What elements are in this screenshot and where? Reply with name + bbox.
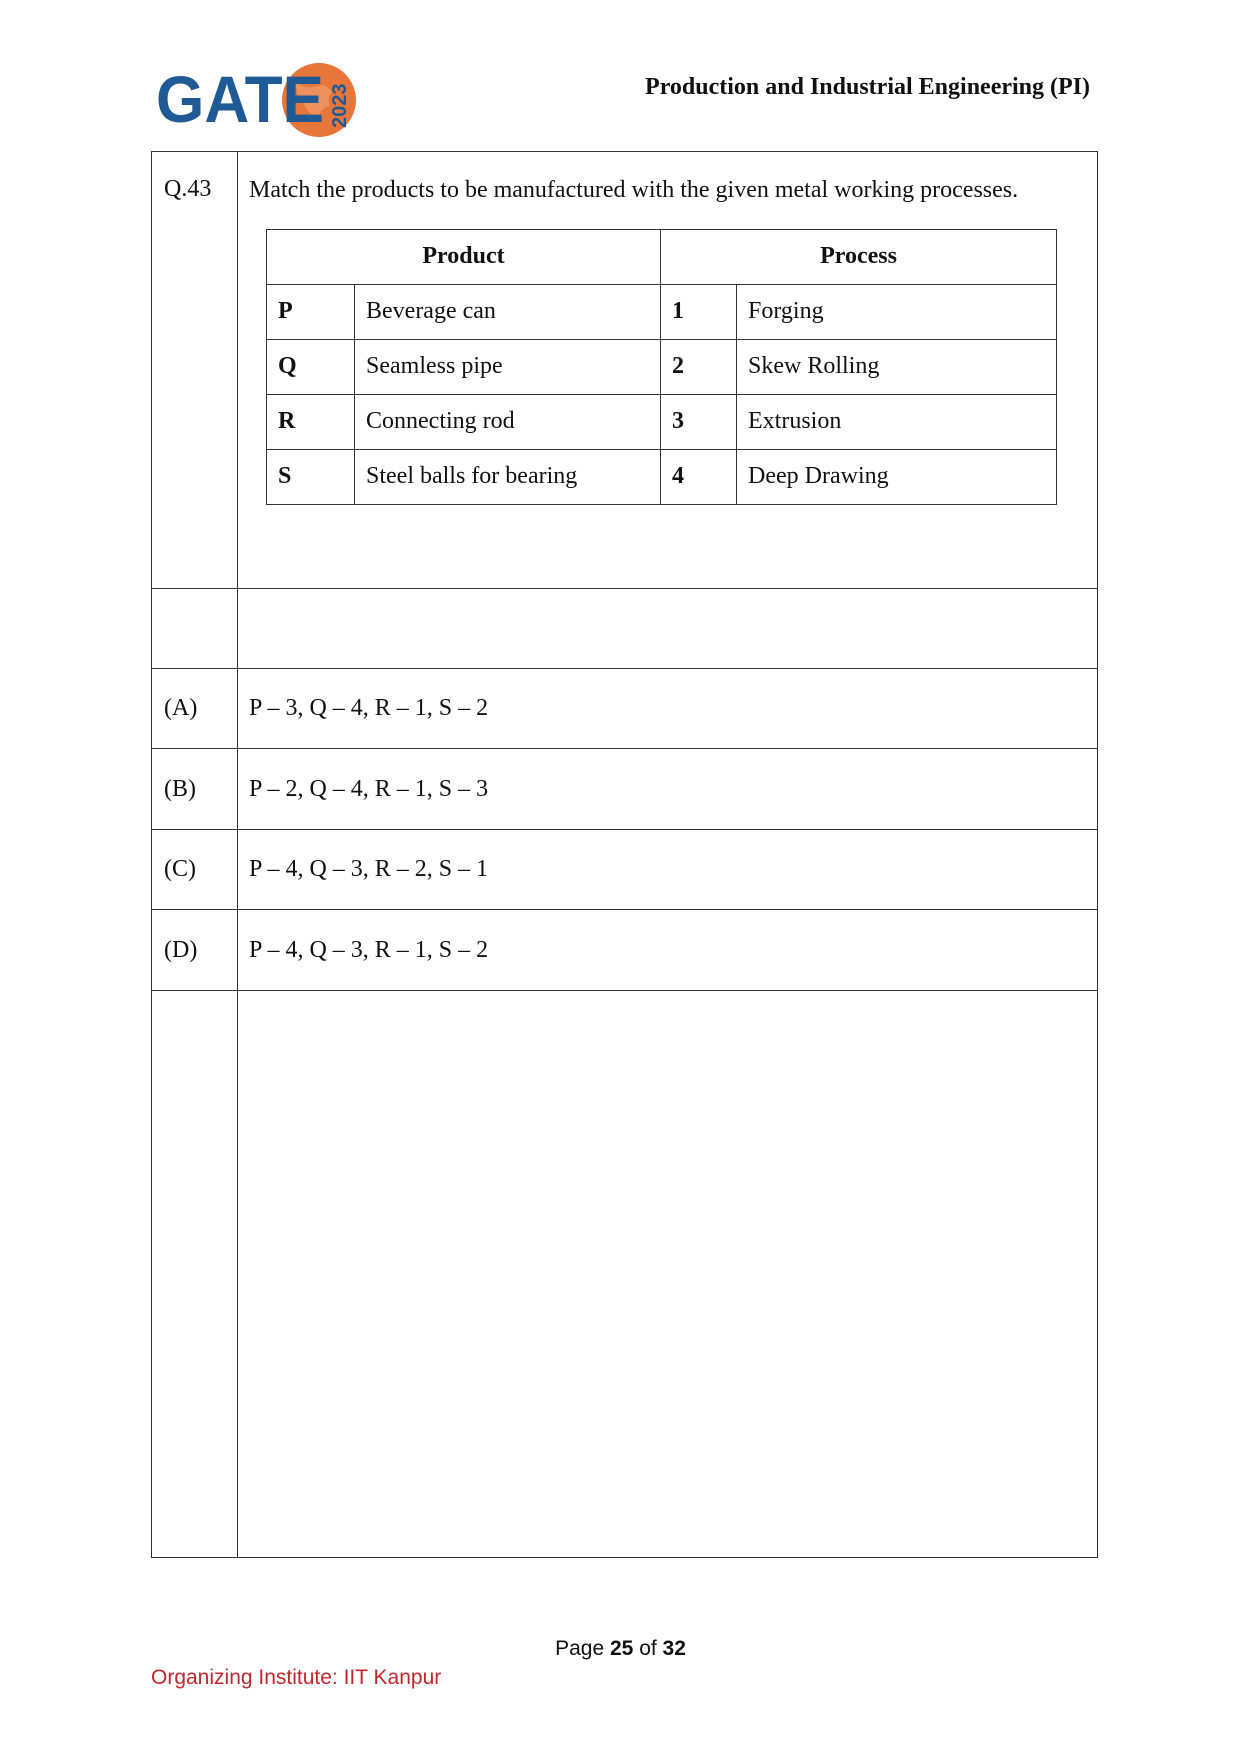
process-number: 4 <box>661 449 737 504</box>
process-name: Deep Drawing <box>737 449 1057 504</box>
product-header: Product <box>267 229 661 284</box>
question-text: Match the products to be manufactured with the given metal working processes. <box>249 177 1019 203</box>
product-key: P <box>267 284 355 339</box>
page-number <box>0 1637 1241 1661</box>
product-key: R <box>267 394 355 449</box>
option-row <box>152 910 1098 991</box>
question-body <box>238 152 1098 589</box>
process-number: 1 <box>661 284 737 339</box>
process-number: 3 <box>661 394 737 449</box>
match-row <box>267 339 1057 394</box>
match-header-row <box>267 229 1057 284</box>
svg-text:GATE: GATE <box>156 62 324 136</box>
process-header: Process <box>661 229 1057 284</box>
question-number: Q.43 <box>152 152 238 589</box>
product-name: Seamless pipe <box>355 339 661 394</box>
option-text: P – 4, Q – 3, R – 2, S – 1 <box>238 830 1098 910</box>
blank-cell <box>152 589 238 669</box>
product-name: Connecting rod <box>355 394 661 449</box>
question-row <box>152 152 1098 589</box>
blank-row <box>152 589 1098 669</box>
match-row <box>267 394 1057 449</box>
product-key: S <box>267 449 355 504</box>
match-table <box>266 229 1057 505</box>
option-label: (A) <box>152 669 238 749</box>
page-of: of <box>639 1637 657 1660</box>
option-row <box>152 749 1098 830</box>
product-name: Steel balls for bearing <box>355 449 661 504</box>
organizing-institute: Organizing Institute: IIT Kanpur <box>151 1666 442 1689</box>
page-prefix: Page <box>555 1637 605 1660</box>
product-key: Q <box>267 339 355 394</box>
paper-title: Production and Industrial Engineering (PI) <box>645 74 1090 100</box>
option-text: P – 3, Q – 4, R – 1, S – 2 <box>238 669 1098 749</box>
process-name: Forging <box>737 284 1057 339</box>
match-row <box>267 284 1057 339</box>
option-row <box>152 830 1098 910</box>
page-current: 25 <box>609 1637 634 1660</box>
blank-cell <box>152 991 238 1558</box>
product-name: Beverage can <box>355 284 661 339</box>
page-total: 32 <box>662 1637 686 1660</box>
process-name: Skew Rolling <box>737 339 1057 394</box>
process-number: 2 <box>661 339 737 394</box>
option-text: P – 2, Q – 4, R – 1, S – 3 <box>238 749 1098 830</box>
blank-cell <box>238 991 1098 1558</box>
process-name: Extrusion <box>737 394 1057 449</box>
question-table <box>151 151 1098 1558</box>
match-row <box>267 449 1057 504</box>
blank-cell <box>238 589 1098 669</box>
blank-row <box>152 991 1098 1558</box>
gate-2023-logo <box>156 60 356 142</box>
option-label: (C) <box>152 830 238 910</box>
option-label: (D) <box>152 910 238 991</box>
option-label: (B) <box>152 749 238 830</box>
option-text: P – 4, Q – 3, R – 1, S – 2 <box>238 910 1098 991</box>
svg-text:2023: 2023 <box>329 83 351 128</box>
option-row <box>152 669 1098 749</box>
